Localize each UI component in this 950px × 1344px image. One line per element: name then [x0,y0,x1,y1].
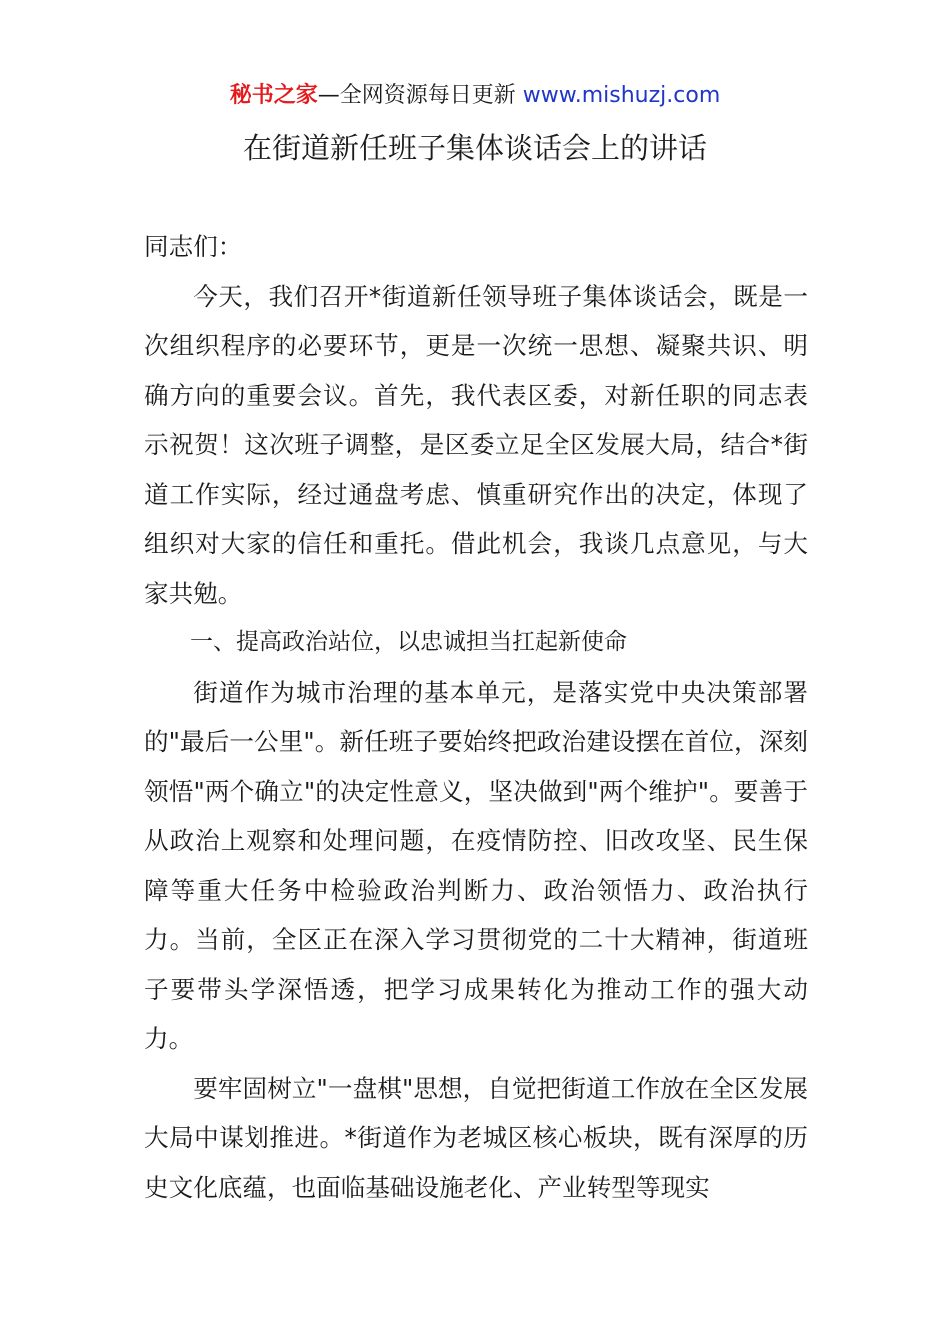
paragraph-intro: 今天，我们召开*街道新任领导班子集体谈话会，既是一次组织程序的必要环节，更是一次统一思想、凝聚共识、明确方向的重要会议。首先，我代表区委，对新任职的同志表示祝贺！这次班子调整，是区委立足全区发展大局，结合*街道工作实际，经过通盘考虑、慎重研究作出的决定，体现了组织对大家的信任和重托。借此机会，我谈几点意见，与大家共勉。 [144,281,808,608]
paragraph-section-1: 街道作为城市治理的基本单元，是落实党中央决策部署的"最后一公里"。新任班子要始终把政治建设摆在首位，深刻领悟"两个确立"的决定性意义，坚决做到"两个维护"。要善于从政治上观察和处理问题，在疫情防控、旧改攻坚、民生保障等重大任务中检验政治判断力、政治领悟力、政治执行力。当前，全区正在深入学习贯彻党的二十大精神，街道班子要带头学深悟透，把学习成果转化为推动工作的强大动力。 [144,677,808,1053]
salutation: 同志们： [144,232,243,261]
document-title: 在街道新任班子集体谈话会上的讲话 [242,131,707,165]
site-url-link[interactable]: www.mishuzj.com [522,83,721,108]
site-header [0,80,950,112]
paragraph-section-1-continued: 要牢固树立"一盘棋"思想，自觉把街道工作放在全区发展大局中谋划推进。*街道作为老城区核心板块，既有深厚的历史文化底蕴，也面临基础设施老化、产业转型等现实 [144,1073,808,1202]
section-heading-1: 一、提高政治站位，以忠诚担当扛起新使命 [190,629,627,655]
brand-name: 秘书之家 [229,83,318,108]
header-tagline: —全网资源每日更新 [317,83,523,108]
document-body [144,222,808,1212]
